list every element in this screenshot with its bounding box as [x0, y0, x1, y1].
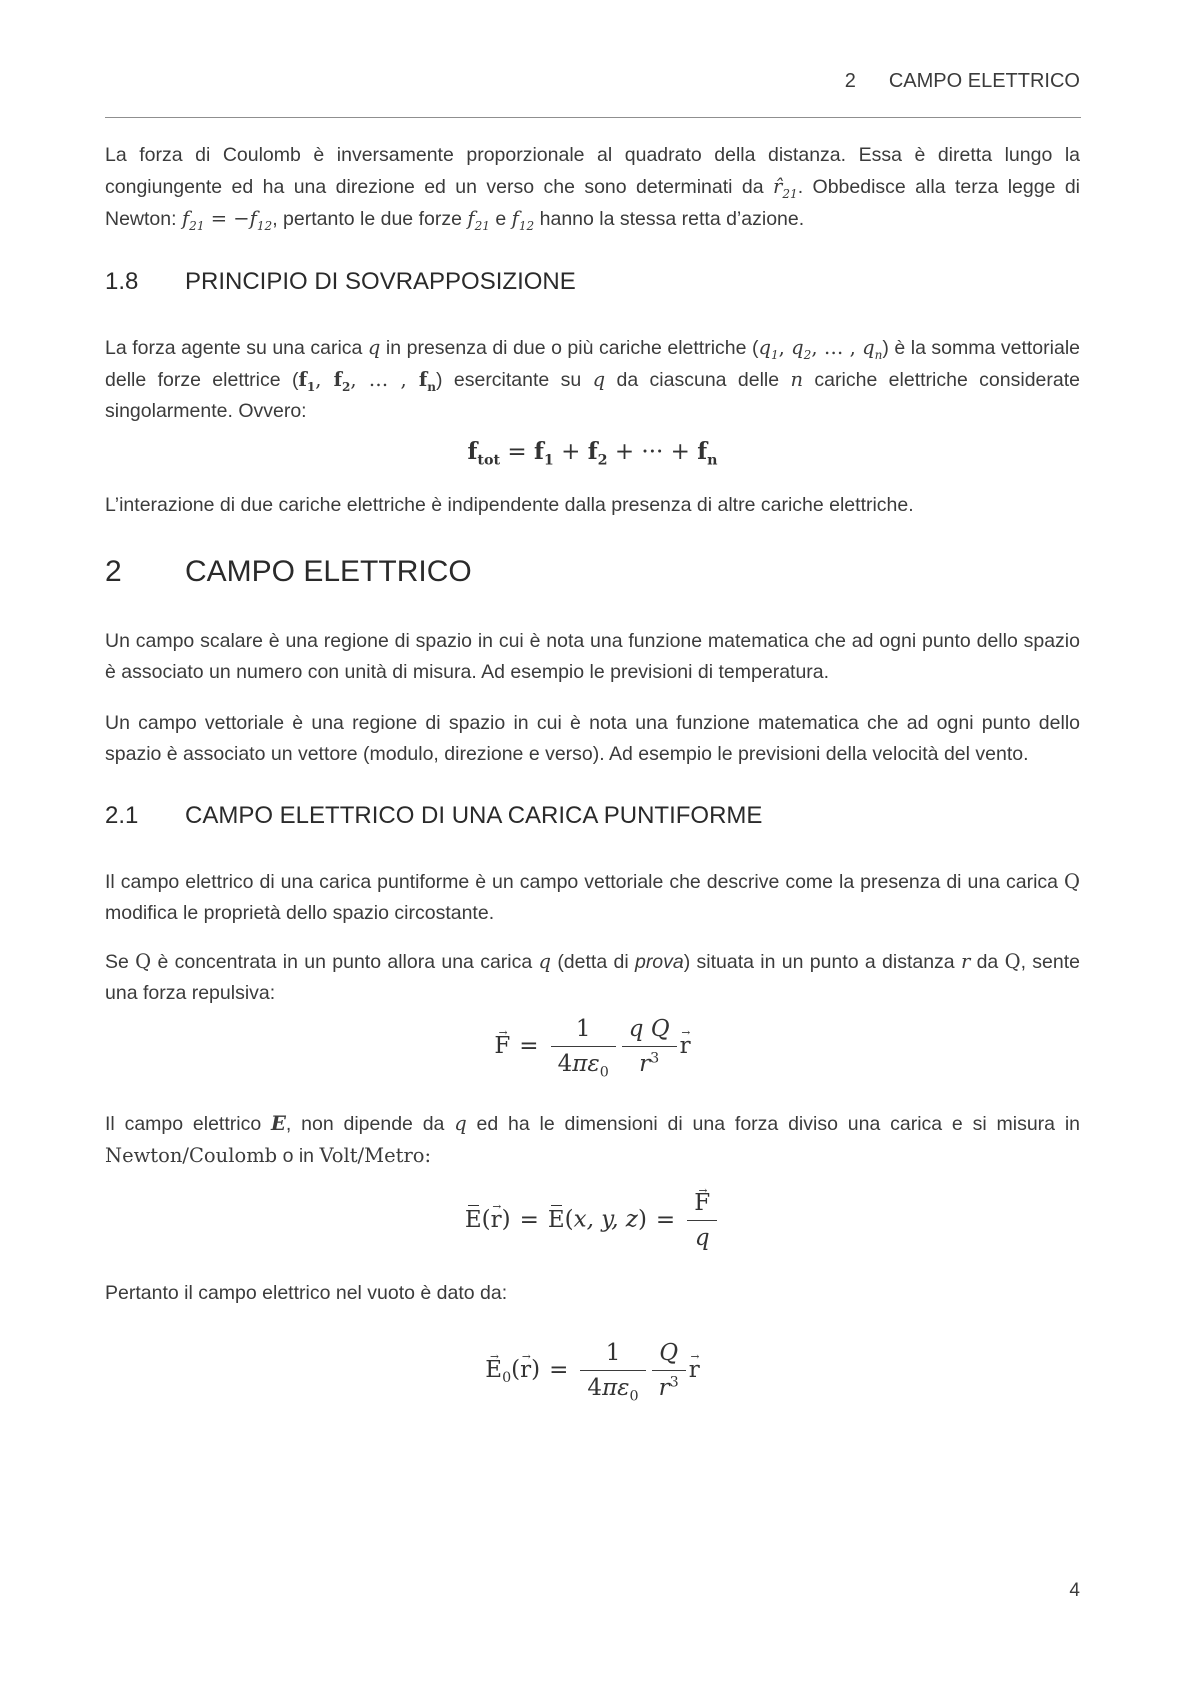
- text-run: , … ,: [811, 336, 863, 359]
- text-run: f: [467, 207, 475, 230]
- E-subscript: 0: [502, 1370, 512, 1387]
- formula-ftot: [105, 438, 1080, 469]
- text-run: + ··· +: [607, 439, 698, 465]
- section-title: PRINCIPIO DI SOVRAPPOSIZIONE: [185, 268, 576, 295]
- text-run: q: [454, 1112, 467, 1135]
- paren-open: (: [481, 1206, 491, 1233]
- numerator: [652, 1340, 686, 1371]
- r-base: r: [639, 1051, 651, 1077]
- pi-epsilon: πε: [572, 1051, 600, 1077]
- header-rule: [105, 117, 1081, 118]
- text-run: 21: [782, 186, 798, 201]
- text-run: , … ,: [350, 368, 419, 391]
- vector-r: r →: [689, 1357, 700, 1383]
- r-base: r: [658, 1375, 670, 1401]
- section-number: 1.8: [105, 268, 139, 295]
- text-run: q: [758, 336, 771, 359]
- numerator: q Q: [622, 1016, 677, 1047]
- text-run: f: [249, 207, 257, 230]
- text-run: , non dipende da: [285, 1113, 455, 1135]
- text-run: E: [271, 1112, 286, 1135]
- text-run: 1: [770, 347, 779, 362]
- E-bar: E: [547, 1206, 565, 1233]
- text-run: n: [874, 347, 883, 362]
- equals-sign: =: [519, 1032, 539, 1059]
- text-run: L’interazione di due cariche elettriche è indipendente dalla presenza di altre cariche elettriche.: [105, 494, 914, 516]
- vector-F: F →: [694, 1190, 710, 1216]
- text-run: +: [553, 439, 588, 465]
- equals-sign: =: [655, 1206, 676, 1233]
- fraction-coulomb-constant: [551, 1016, 616, 1081]
- denominator: q: [694, 1225, 710, 1251]
- text-run: ) esercitante su: [436, 369, 593, 391]
- text-run: da ciascuna delle: [605, 369, 791, 391]
- text-run: 21: [189, 218, 205, 233]
- text-run: 2: [342, 379, 351, 394]
- formula-efield-vacuum: [105, 1340, 1080, 1405]
- r-exponent: 3: [650, 1050, 660, 1067]
- text-run: 2: [597, 452, 608, 469]
- denominator: [580, 1371, 645, 1405]
- paragraph-campo-puntiforme: [105, 866, 1080, 929]
- chapter-number: 2: [105, 555, 122, 588]
- text-run: ) è la somma vettoriale delle forze elettrice (: [105, 337, 1080, 391]
- paragraph-campo-nel-vuoto: [105, 1278, 1080, 1309]
- fraction-charge: [652, 1340, 686, 1401]
- text-run: f: [697, 438, 708, 465]
- text-run: o in: [277, 1145, 320, 1167]
- chapter-title: CAMPO ELETTRICO: [185, 555, 472, 588]
- coordinates: x, y, z: [573, 1206, 638, 1233]
- section-heading-carica-puntiforme: [105, 801, 1080, 831]
- section-heading-principio-sovrapposizione: [105, 267, 1080, 297]
- text-run: prova: [634, 951, 684, 973]
- pi-epsilon: πε: [602, 1375, 630, 1401]
- numerator: [687, 1190, 717, 1221]
- text-run: = −: [204, 207, 250, 230]
- page-header-chapter-number: 2: [844, 70, 856, 92]
- text-run: q: [791, 336, 804, 359]
- text-run: , pertanto le due forze: [272, 208, 468, 230]
- equals-sign: =: [519, 1206, 539, 1233]
- coefficient: 4: [587, 1375, 603, 1401]
- text-run: La forza agente su una carica: [105, 337, 368, 359]
- text-run: è concentrata in un punto allora una carica: [151, 951, 539, 973]
- epsilon-subscript: 0: [629, 1388, 639, 1405]
- text-run: f: [587, 438, 598, 465]
- coefficient: 4: [557, 1051, 573, 1077]
- denominator: [551, 1047, 616, 1081]
- text-run: q: [862, 336, 875, 359]
- text-run: n: [790, 368, 804, 391]
- text-run: Q: [1004, 950, 1021, 973]
- denominator: [652, 1371, 686, 1401]
- page-header-chapter-title: CAMPO ELETTRICO: [888, 70, 1080, 92]
- page-number: 4: [1069, 1580, 1080, 1601]
- text-run: , sente una forza repulsiva:: [105, 951, 1080, 1004]
- text-run: 12: [518, 218, 535, 233]
- text-run: Q: [1064, 870, 1080, 893]
- paragraph-campo-elettrico-unita: [105, 1108, 1080, 1172]
- text-run: f: [333, 368, 343, 391]
- text-run: f: [298, 368, 307, 391]
- section-number: 2.1: [105, 802, 139, 829]
- text-run: q: [367, 336, 381, 359]
- text-run: =: [500, 439, 534, 465]
- epsilon-subscript: 0: [599, 1064, 609, 1081]
- fraction-force-over-charge: [687, 1190, 717, 1251]
- text-run: Volt/Metro:: [319, 1144, 432, 1167]
- paragraph-sovrapposizione: [105, 332, 1080, 427]
- r-exponent: 3: [669, 1374, 679, 1391]
- text-run: ,: [315, 368, 334, 391]
- text-run: e: [489, 208, 512, 230]
- numerator: 1: [551, 1016, 616, 1047]
- paren-open: (: [564, 1206, 574, 1233]
- text-run: Il campo elettrico: [105, 1113, 272, 1135]
- text-run: in presenza di due o più cariche elettriche (: [380, 337, 759, 359]
- text-run: Se: [105, 951, 136, 973]
- text-run: q: [592, 368, 606, 391]
- vector-E: E →: [485, 1357, 502, 1383]
- text-run: 2: [803, 347, 812, 362]
- vector-r: r →: [491, 1207, 502, 1233]
- text-run: da: [970, 951, 1005, 973]
- text-run: f: [533, 438, 544, 465]
- paragraph-coulomb-force: [105, 140, 1080, 235]
- fraction-charges: [622, 1016, 677, 1077]
- paragraph-campo-vettoriale: [105, 708, 1080, 770]
- text-run: 21: [474, 218, 490, 233]
- paragraph-carica-prova: [105, 946, 1080, 1009]
- text-run: 1: [543, 452, 554, 469]
- formula-coulomb-force-vector: [105, 1016, 1080, 1081]
- fraction-coulomb-constant: [580, 1340, 645, 1405]
- text-run: (detta di: [551, 951, 635, 973]
- paragraph-interazione: [105, 490, 1080, 521]
- text-run: modifica le proprietà dello spazio circostante.: [105, 902, 495, 924]
- text-run: Un campo vettoriale è una regione di spazio in cui è nota una funzione matematica che ad ogni punto dello spazio è associato un vettore (modulo, direzione e verso). Ad esempio le previsioni della velocità del vento.: [105, 712, 1080, 765]
- E-bar: E: [464, 1206, 482, 1233]
- text-run: f: [511, 207, 519, 230]
- text-run: Pertanto il campo elettrico nel vuoto è dato da:: [105, 1282, 508, 1304]
- text-run: tot: [477, 452, 501, 469]
- text-run: Q: [135, 950, 152, 973]
- text-run: hanno la stessa retta d’azione.: [534, 208, 805, 230]
- text-run: r: [960, 950, 971, 973]
- text-run: La forza di Coulomb è inversamente proporzionale al quadrato della distanza. Essa è diretta lungo la congiungente ed ha una direzione ed un verso che sono determinati da: [105, 144, 1080, 198]
- text-run: ) situata in un punto a distanza: [683, 951, 961, 973]
- numerator: 1: [580, 1340, 645, 1371]
- section-title: CAMPO ELETTRICO DI UNA CARICA PUNTIFORME: [185, 802, 763, 829]
- text-run: n: [707, 452, 718, 469]
- paren-close: ): [637, 1206, 647, 1233]
- text-run: Il campo elettrico di una carica puntiforme è un campo vettoriale che descrive come la presenza di una carica: [105, 871, 1064, 893]
- text-run: n: [427, 379, 436, 394]
- paren-close: ): [501, 1206, 511, 1233]
- text-run: . Obbedisce alla terza legge di Newton:: [105, 176, 1081, 230]
- chapter-heading-campo-elettrico: [105, 553, 1080, 591]
- vector-r: r →: [520, 1357, 531, 1383]
- equals-sign: =: [549, 1356, 569, 1383]
- formula-efield-definition: [105, 1190, 1080, 1251]
- paragraph-campo-scalare: [105, 626, 1080, 688]
- vector-r: r →: [680, 1033, 691, 1059]
- text-run: f: [181, 207, 190, 230]
- text-run: ,: [778, 336, 792, 359]
- charge-Q: Q: [659, 1340, 679, 1366]
- paren-open: (: [511, 1356, 521, 1383]
- paren-close: ): [531, 1356, 541, 1383]
- text-run: cariche elettriche considerate singolarmente. Ovvero:: [105, 369, 1080, 422]
- text-run: 1: [306, 379, 316, 394]
- text-run: 12: [256, 218, 273, 233]
- vector-F: F →: [494, 1033, 510, 1059]
- denominator: [622, 1047, 677, 1077]
- text-run: Newton/Coulomb: [105, 1144, 278, 1167]
- page-header: [105, 70, 1080, 93]
- text-run: r̂: [773, 175, 783, 198]
- text-run: Un campo scalare è una regione di spazio in cui è nota una funzione matematica che ad ogni punto dello spazio è associato un numero con unità di misura. Ad esempio le previsioni di temperatura.: [105, 630, 1080, 683]
- text-run: ed ha le dimensioni di una forza diviso una carica e si misura in: [466, 1113, 1081, 1135]
- text-run: f: [467, 438, 478, 465]
- text-run: q: [538, 950, 552, 973]
- text-run: f: [418, 368, 428, 391]
